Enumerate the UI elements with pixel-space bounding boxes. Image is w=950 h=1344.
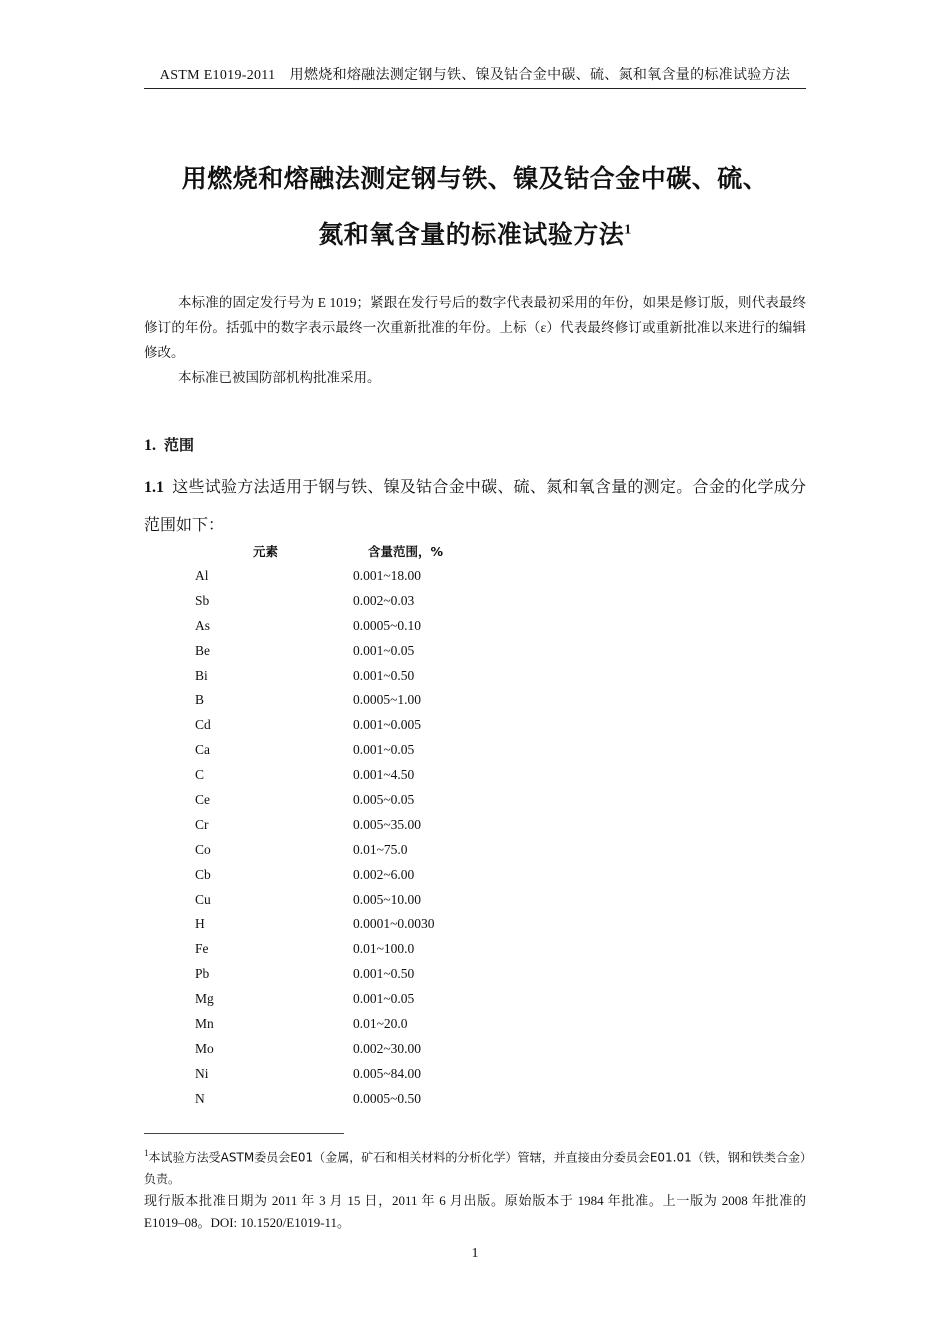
element-range: 0.002~6.00: [353, 866, 415, 882]
element-range: 0.001~0.05: [353, 742, 415, 758]
preamble-paragraph-1: 本标准的固定发行号为 E 1019；紧跟在发行号后的数字代表最初采用的年份，如果是修订版，则代表最终修订的年份。括弧中的数字表示最终一次重新批准的年份。上标（ε）代表最终修订或重新批准以来进行的编辑修改。: [144, 295, 806, 360]
table-row: [195, 763, 495, 788]
element-symbol: Pb: [195, 966, 210, 982]
element-range: 0.005~84.00: [353, 1065, 422, 1081]
section-1-title: 范围: [164, 436, 195, 454]
element-range: 0.0005~1.00: [353, 692, 422, 708]
element-symbol: Be: [195, 642, 210, 658]
header-element: 元素: [253, 544, 279, 559]
table-row: [195, 1062, 495, 1087]
element-symbol: Ce: [195, 792, 210, 808]
header-range: 含量范围，%: [368, 544, 444, 559]
clause-1-1-text: 这些试验方法适用于钢与铁、镍及钴合金中碳、硫、氮和氧含量的测定。合金的化学成分范围如下：: [144, 479, 806, 534]
table-row: [195, 962, 495, 987]
element-symbol: Bi: [195, 667, 208, 683]
element-symbol: Mn: [195, 1016, 214, 1032]
element-range: 0.0005~0.50: [353, 1090, 422, 1106]
element-symbol: C: [195, 767, 205, 783]
element-symbol: Mo: [195, 1040, 214, 1056]
table-row: [195, 888, 495, 913]
table-row: [195, 738, 495, 763]
table-row: [195, 564, 495, 589]
section-1-number: 1.: [144, 437, 156, 454]
element-symbol: Cr: [195, 816, 209, 832]
element-symbol: Al: [195, 568, 209, 583]
table-row: [195, 639, 495, 664]
element-range: 0.001~0.50: [353, 966, 415, 982]
element-range: 0.001~0.05: [353, 642, 415, 658]
element-range: 0.001~4.50: [353, 767, 415, 783]
preamble-paragraph-2: 本标准已被国防部机构批准采用。: [178, 370, 381, 385]
element-range: 0.01~75.0: [353, 841, 408, 857]
element-range: 0.01~100.0: [353, 941, 415, 957]
element-range: 0.0005~0.10: [353, 617, 422, 633]
running-header: ASTM E1019-2011 用燃烧和熔融法测定钢与铁、镍及钴合金中碳、硫、氮和氧含量的标准试验方法: [159, 68, 791, 83]
table-row: [195, 664, 495, 689]
footnotes: [144, 1142, 806, 1234]
header-rule: [144, 88, 806, 89]
table-row: [195, 937, 495, 962]
table-row: [195, 1037, 495, 1062]
section-1-heading: [144, 434, 194, 457]
table-row: [195, 912, 495, 937]
element-range: 0.002~0.03: [353, 592, 415, 608]
table-row: [195, 589, 495, 614]
element-symbol: Cb: [195, 866, 211, 882]
title-line-1: 用燃烧和熔融法测定钢与铁、镍及钴合金中碳、硫、: [181, 164, 769, 193]
table-row: [195, 987, 495, 1012]
element-range: 0.002~30.00: [353, 1040, 422, 1056]
element-symbol: Cd: [195, 717, 211, 733]
element-symbol: Co: [195, 841, 211, 857]
element-range: 0.01~20.0: [353, 1016, 408, 1032]
table-row: [195, 863, 495, 888]
element-symbol: Mg: [195, 991, 214, 1007]
table-row: [195, 1087, 495, 1112]
table-row: [195, 813, 495, 838]
element-range: 0.005~10.00: [353, 891, 422, 907]
element-symbol: As: [195, 617, 211, 633]
element-symbol: N: [195, 1090, 205, 1106]
element-symbol: Ca: [195, 742, 210, 758]
footnote-1-text: 本试验方法受ASTM委员会E01（金属，矿石和相关材料的分析化学）管辖，并直接由分委员会E01.01（铁，钢和铁类合金）负责。: [144, 1150, 806, 1187]
element-range: 0.0001~0.0030: [353, 916, 435, 932]
title-line-2: [144, 210, 806, 260]
element-symbol: Fe: [195, 941, 209, 957]
composition-table: [195, 540, 495, 1112]
element-range: 0.001~0.005: [353, 717, 422, 733]
element-range: 0.001~0.05: [353, 991, 415, 1007]
title-line-2-text: 氮和氧含量的标准试验方法: [318, 220, 625, 249]
footnote-2: 现行版本批准日期为 2011 年 3 月 15 日，2011 年 6 月出版。原始版本于 1984 年批准。上一版为 2008 年批准的 E1019–08。DOI: 10.1520/E1019-11。: [144, 1193, 806, 1231]
element-range: 0.005~0.05: [353, 792, 415, 808]
element-symbol: Cu: [195, 891, 211, 907]
table-row: [195, 614, 495, 639]
title-footnote-ref: 1: [624, 222, 632, 238]
document-title: [144, 154, 806, 260]
element-range: 0.005~35.00: [353, 816, 422, 832]
table-row: [195, 688, 495, 713]
composition-table-header: [195, 540, 495, 564]
table-row: [195, 788, 495, 813]
preamble: [144, 290, 806, 390]
element-symbol: Ni: [195, 1065, 209, 1081]
table-row: [195, 713, 495, 738]
element-symbol: B: [195, 692, 205, 708]
clause-1-1-number: 1.1: [144, 479, 164, 496]
footnote-marker: 1: [144, 1148, 149, 1158]
element-symbol: H: [195, 916, 205, 932]
element-symbol: Sb: [195, 592, 210, 608]
composition-table-body: [195, 564, 495, 1112]
element-range: 0.001~18.00: [353, 568, 422, 583]
table-row: [195, 838, 495, 863]
clause-1-1: [144, 469, 806, 545]
footnote-rule: [144, 1133, 344, 1134]
page-number: 1: [471, 1246, 479, 1261]
table-row: [195, 1012, 495, 1037]
element-range: 0.001~0.50: [353, 667, 415, 683]
footnote-1: [144, 1142, 806, 1190]
